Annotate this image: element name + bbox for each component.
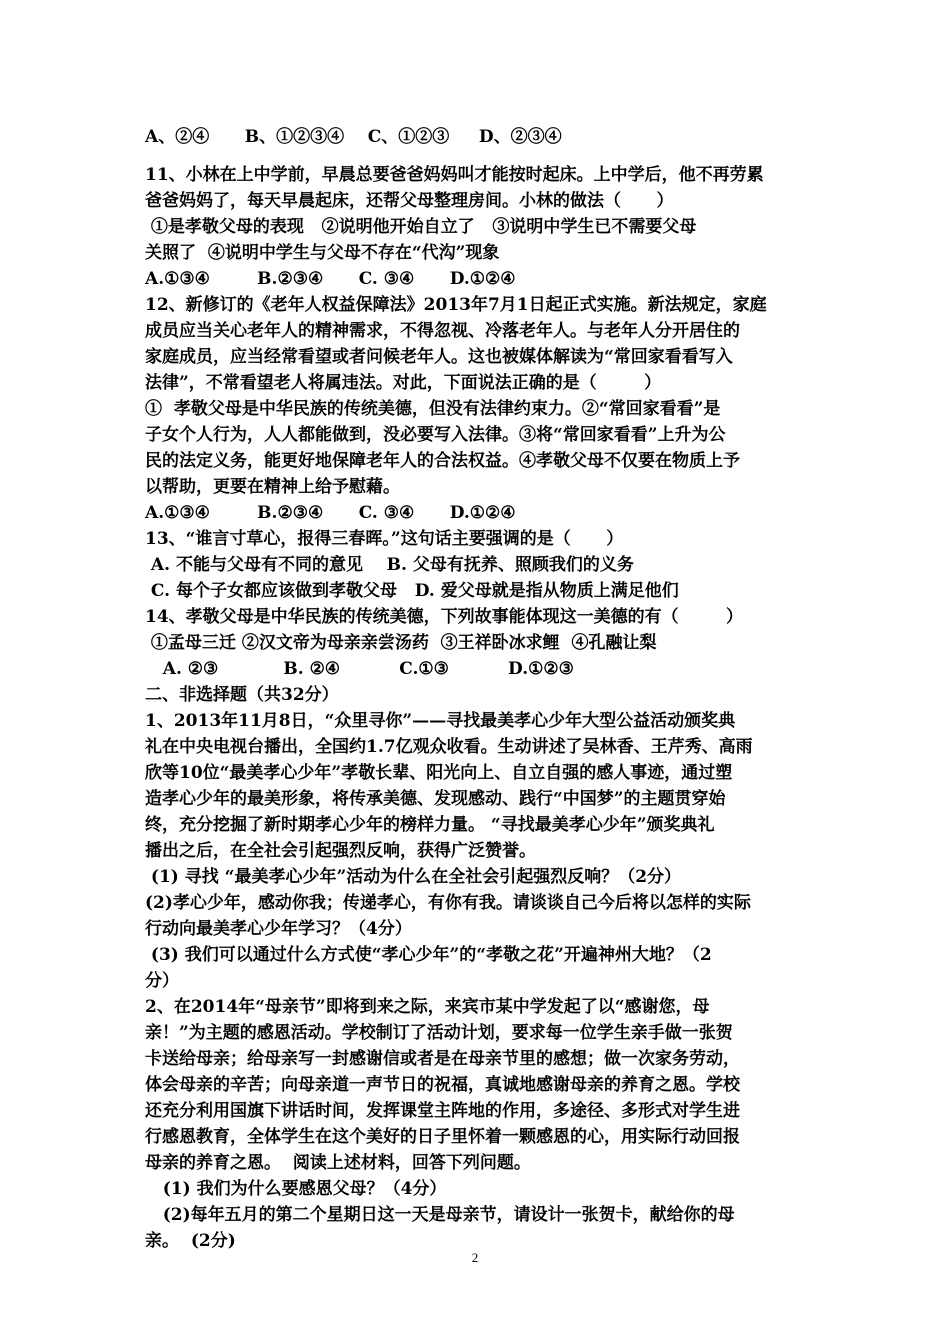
essay2-material: 卡送给母亲；给母亲写一封感谢信或者是在母亲节里的感想；做一次家务劳动， [145, 1049, 740, 1069]
essay2-material: 亲！”为主题的感恩活动。学校制订了活动计划，要求每一位学生亲手做一张贺 [145, 1023, 733, 1043]
blank-gap [145, 150, 810, 162]
q11-statements: ①是孝敬父母的表现 ②说明他开始自立了 ③说明中学生已不需要父母 [145, 217, 697, 237]
q11-statements: 关照了 ④说明中学生与父母不存在“代沟”现象 [145, 243, 500, 263]
essay2-material: 行感恩教育，全体学生在这个美好的日子里怀着一颗感恩的心，用实际行动回报 [145, 1127, 740, 1147]
essay1-material: 播出之后，在全社会引起强烈反响，获得广泛赞誉。 [145, 841, 536, 861]
essay1-material: 终，充分挖掘了新时期孝心少年的榜样力量。 “寻找最美孝心少年”颁奖典礼 [145, 815, 715, 835]
q14-stem: 14、孝敬父母是中华民族的传统美德，下列故事能体现这一美德的有（ ） [145, 607, 744, 627]
essay2-question-2: (2)每年五月的第二个星期日这一天是母亲节，请设计一张贺卡，献给你的母 [145, 1205, 735, 1225]
essay2-material: 还充分利用国旗下讲话时间，发挥课堂主阵地的作用，多途径、多形式对学生进 [145, 1101, 740, 1121]
essay1-question-1: (1) 寻找 “最美孝心少年”活动为什么在全社会引起强烈反响？（2分） [145, 867, 682, 887]
q12-stem: 家庭成员，应当经常看望或者问候老年人。这也被媒体解读为“常回家看看写入 [145, 347, 733, 367]
essay1-material: 造孝心少年的最美形象，将传承美德、发现感动、践行“中国梦”的主题贯穿始 [145, 789, 726, 809]
essay1-material: 欣等10位“最美孝心少年”孝敬长辈、阳光向上、自立自强的感人事迹，通过塑 [145, 763, 733, 783]
q12-stem: 成员应当关心老年人的精神需求，不得忽视、冷落老年人。与老年人分开居住的 [145, 321, 740, 341]
essay1-material: 1、2013年11月8日，“众里寻你”——寻找最美孝心少年大型公益活动颁奖典 [145, 711, 736, 731]
q12-stem: 法律”，不常看望老人将属违法。对此，下面说法正确的是（ ） [145, 373, 662, 393]
q12-statements: 子女个人行为，人人都能做到，没必要写入法律。③将“常回家看看”上升为公 [145, 425, 726, 445]
q12-options: A.①③④ B.②③④ C. ③④ D.①②④ [145, 503, 516, 523]
essay2-material: 体会母亲的辛苦；向母亲道一声节日的祝福，真诚地感谢母亲的养育之恩。学校 [145, 1075, 740, 1095]
page-number: 2 [471, 1250, 479, 1265]
q13-stem: 13、“谁言寸草心，报得三春晖。”这句话主要强调的是（ ） [145, 529, 624, 549]
q10-options: A、②④ B、①②③④ C、①②③ D、②③④ [145, 127, 562, 147]
essay2-material: 母亲的养育之恩。 阅读上述材料，回答下列问题。 [145, 1153, 531, 1173]
q13-options: C. 每个子女都应该做到孝敬父母 D. 爱父母就是指从物质上满足他们 [145, 581, 679, 601]
q12-statements: ① 孝敬父母是中华民族的传统美德，但没有法律约束力。②“常回家看看”是 [145, 399, 721, 419]
q14-statements: ①孟母三迁 ②汉文帝为母亲亲尝汤药 ③王祥卧冰求鲤 ④孔融让梨 [145, 633, 657, 653]
essay1-material: 礼在中央电视台播出，全国约1.7亿观众收看。生动讲述了吴林香、王芹秀、高雨 [145, 737, 753, 757]
q12-stem: 12、新修订的《老年人权益保障法》2013年7月1日起正式实施。新法规定，家庭 [145, 295, 767, 315]
essay1-question-3: 分） [145, 971, 179, 991]
q14-options: A. ②③ B. ②④ C.①③ D.①②③ [145, 659, 574, 679]
q11-stem: 11、小林在上中学前，早晨总要爸爸妈妈叫才能按时起床。上中学后，他不再劳累 [145, 165, 764, 185]
q11-options: A.①③④ B.②③④ C. ③④ D.①②④ [145, 269, 516, 289]
q11-stem: 爸爸妈妈了，每天早晨起床，还帮父母整理房间。小林的做法（ ） [145, 191, 674, 211]
essay2-question-1: (1) 我们为什么要感恩父母？（4分） [145, 1179, 447, 1199]
essay1-question-2: 行动向最美孝心少年学习？（4分） [145, 919, 412, 939]
q12-statements: 以帮助，更要在精神上给予慰藉。 [145, 477, 400, 497]
document-body [145, 124, 810, 1254]
essay2-question-2: 亲。 (2分) [145, 1231, 236, 1251]
q12-statements: 民的法定义务，能更好地保障老年人的合法权益。④孝敬父母不仅要在物质上予 [145, 451, 740, 471]
q13-options: A. 不能与父母有不同的意见 B. 父母有抚养、照顾我们的义务 [145, 555, 634, 575]
section-heading: 二、非选择题（共32分） [145, 685, 339, 705]
essay1-question-2: (2)孝心少年，感动你我；传递孝心，有你有我。请谈谈自己今后将以怎样的实际 [145, 893, 751, 913]
essay2-material: 2、在2014年“母亲节”即将到来之际，来宾市某中学发起了以“感谢您，母 [145, 997, 710, 1017]
essay1-question-3: (3) 我们可以通过什么方式使“孝心少年”的“孝敬之花”开遍神州大地？（2 [145, 945, 712, 965]
